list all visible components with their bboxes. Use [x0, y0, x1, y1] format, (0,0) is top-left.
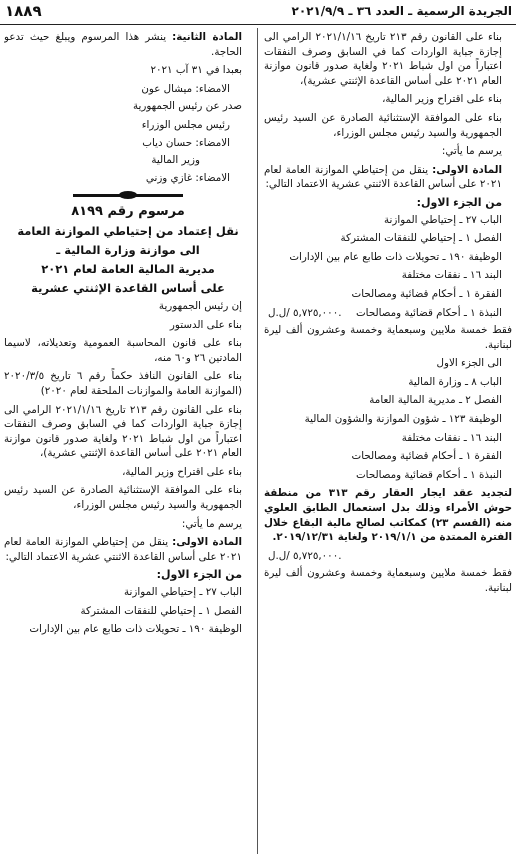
left-column: [4, 30, 252, 854]
article-text: ينشر هذا المرسوم ويبلغ حيث تدعو الحاجة.: [4, 31, 242, 58]
budget-line: الوظيفة ١٩٠ ـ تحويلات ذات طابع عام بين الإدارات: [289, 250, 502, 263]
paragraph: بناء على قانون المحاسبة العمومية وتعديلاته، لاسيما المادتين ٢٦ و٦٠ منه،: [4, 337, 242, 364]
finance-minister-title: وزير المالية: [151, 154, 200, 167]
amount: ٥,٧٢٥,٠٠٠ /ل.ل.: [268, 549, 342, 562]
paragraph: يرسم ما يأتي:: [441, 145, 502, 158]
amount: ٥,٧٢٥,٠٠٠ /ل.ل.: [268, 306, 342, 319]
budget-line: الوظيفة ١٩٠ ـ تحويلات ذات طابع عام بين الإدارات: [29, 623, 242, 636]
to-part-heading: الى الجزء الاول: [436, 357, 502, 370]
budget-line: الفقرة ١ ـ أحكام قضائية ومصالحات: [351, 450, 502, 463]
article-label: المادة الاولى:: [432, 163, 502, 176]
signature-finance-minister: الامضاء: غازي وزني: [145, 171, 230, 184]
amount-in-words: فقط خمسة ملايين وسبعماية وخمسة وعشرون ألف ليرة لبنانية.: [264, 324, 512, 351]
paragraph: بناء على القانون النافذ حكماً رقم ٦ تاريخ ٢٠٢٠/٣/٥ (الموازنة العامة والموازنات الملحقة لعام ٢٠٢٠): [4, 370, 242, 397]
signature-prime-minister: الامضاء: حسان دياب: [142, 136, 230, 149]
budget-line-with-amount: [264, 306, 512, 321]
paragraph: بناء على اقتراح وزير المالية،: [382, 93, 502, 106]
paragraph: بناء على القانون رقم ٢١٣ تاريخ ٢٠٢١/١/١٦ الرامي الى إجازة جباية الواردات كما في السابق وصرف النفقات اعتباراً من اول شباط ٢٠٢١ ولغاية صدور قانون موازنة العام ٢٠٢١ على أساس القاعدة الإثنتي عشرية)،: [4, 403, 242, 460]
amount-in-words: فقط خمسة ملايين وسبعماية وخمسة وعشرون ألف ليرة لبنانية.: [264, 567, 512, 594]
decree-title-line: نقل إعتماد من إحتياطي الموازنة العامة: [17, 223, 239, 238]
budget-line: الفصل ٢ ـ مديرية المالية العامة: [369, 394, 502, 407]
decree-number: مرسوم رقم ٨١٩٩: [71, 204, 185, 220]
amount-row: [264, 549, 512, 564]
article-one: [264, 163, 512, 192]
paragraph: إن رئيس الجمهورية: [158, 299, 242, 312]
article-one: [4, 535, 252, 564]
budget-line: الفصل ١ ـ إحتياطي للنفقات المشتركة: [80, 604, 242, 617]
decree-date: بعبدا في ٣١ آب ٢٠٢١: [150, 64, 242, 77]
decree-title-line: على أساس القاعدة الإثنتي عشرية: [31, 280, 225, 295]
paragraph: بناء على الدستور: [169, 318, 242, 331]
article-label: المادة الثانية:: [172, 31, 242, 43]
article-text: ينقل من إحتياطي الموازنة العامة لعام ٢٠٢١ على أساس القاعدة الاثنتي عشرية الاعتماد التالي:: [4, 536, 242, 563]
article-text: ينقل من إحتياطي الموازنة العامة لعام ٢٠٢١ على أساس القاعدة الاثنتي عشرية الاعتماد التالي:: [264, 163, 502, 191]
decree-title-line: الى موازنة وزارة المالية ـ: [56, 242, 200, 257]
budget-line: البند ١٦ ـ نفقات مختلفة: [401, 431, 502, 444]
decree-title-line: مديرية المالية العامة لعام ٢٠٢١: [41, 261, 215, 276]
budget-line: الباب ٨ ـ وزارة المالية: [408, 375, 502, 388]
budget-line: الفقرة ١ ـ أحكام قضائية ومصالحات: [351, 287, 502, 300]
paragraph: يرسم ما يأتي:: [181, 517, 242, 530]
gazette-title: الجريدة الرسمية ـ العدد ٣٦ ـ ٢٠٢١/٩/٩: [291, 4, 512, 18]
article-label: المادة الاولى:: [172, 536, 242, 549]
paragraph: بناء على الموافقة الإستثنائية الصادرة عن السيد رئيس الجمهورية والسيد رئيس مجلس الوزراء،: [264, 111, 502, 139]
page-header: [0, 0, 516, 25]
budget-line: النبذة ١ ـ أحكام قضائية ومصالحات: [355, 306, 502, 319]
right-column: [264, 30, 512, 854]
column-divider: [257, 28, 258, 854]
issued-by: صدر عن رئيس الجمهورية: [132, 100, 242, 113]
budget-line: الفصل ١ ـ إحتياطي للنفقات المشتركة: [340, 232, 502, 245]
section-separator: [73, 191, 183, 199]
page-number: ١٨٨٩: [5, 2, 42, 20]
budget-line: النبذة ١ ـ أحكام قضائية ومصالحات: [355, 468, 502, 481]
from-part-heading: من الجزء الاول:: [416, 195, 502, 209]
signature-president: الامضاء: ميشال عون: [141, 82, 230, 95]
paragraph: بناء على القانون رقم ٢١٣ تاريخ ٢٠٢١/١/١٦ الرامي الى إجازة جباية الواردات كما في السابق وصرف النفقات اعتباراً من اول شباط ٢٠٢١ ولغاية صدور قانون موازنة العام ٢٠٢١ على أساس القاعدة الإثنتي عشرية)،: [264, 31, 502, 87]
prime-minister-title: رئيس مجلس الوزراء: [141, 118, 230, 131]
from-part-heading: من الجزء الاول:: [156, 568, 242, 582]
paragraph: بناء على اقتراح وزير المالية،: [122, 465, 242, 478]
budget-line: الباب ٢٧ ـ إحتياطي الموازنة: [384, 213, 502, 226]
article-two: [4, 30, 252, 59]
budget-line: الوظيفة ١٢٣ ـ شؤون الموازنة والشؤون المالية: [304, 413, 502, 426]
paragraph: بناء على الموافقة الإستثنائية الصادرة عن السيد رئيس الجمهورية والسيد رئيس مجلس الوزراء،: [4, 484, 242, 512]
budget-line: الباب ٢٧ ـ إحتياطي الموازنة: [124, 586, 242, 599]
purpose-text: لتجديد عقد ايجار العقار رقم ٣١٣ من منطقة حوش الأمراء وذلك بدل استعمال الطابق العلوي منه (القسم ٢٣) كمكاتب لصالح مالية البقاع خلال الفترة الممتدة من ٢٠١٩/١/١ ولغاية ٢٠١٩/١٢/٣١.: [264, 487, 512, 544]
budget-line: البند ١٦ ـ نفقات مختلفة: [401, 269, 502, 282]
